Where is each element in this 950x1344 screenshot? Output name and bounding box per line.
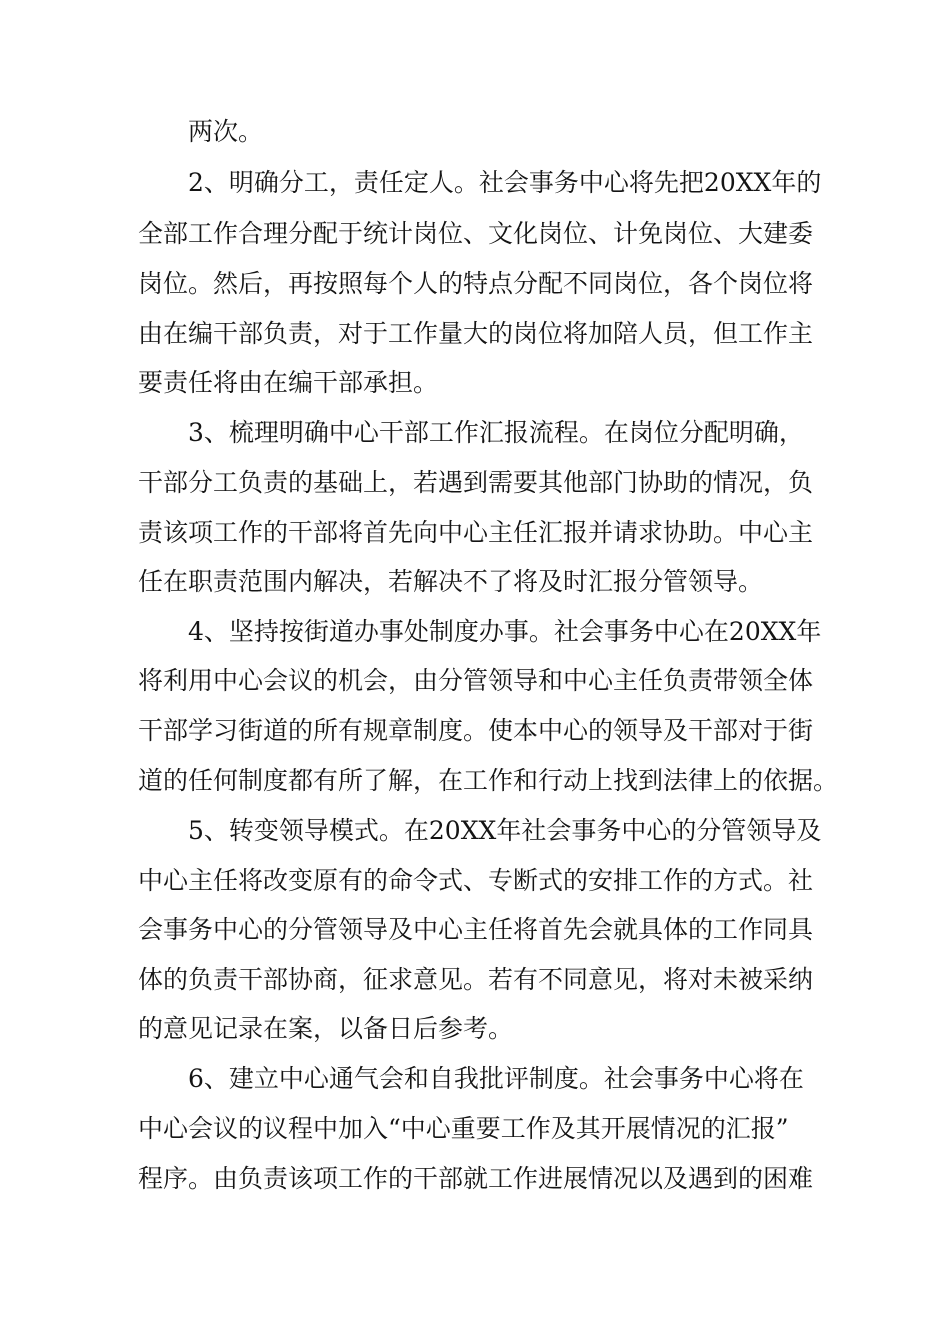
text-line: 将利用中心会议的机会，由分管领导和中心主任负责带领全体 (138, 666, 814, 695)
text-line: 4、坚持按街道办事处制度办事。社会事务中心在20XX年 (188, 617, 822, 646)
text-line: 3、梳理明确中心干部工作汇报流程。在岗位分配明确， (188, 418, 804, 447)
text-line: 中心会议的议程中加入“中心重要工作及其开展情况的汇报” (138, 1114, 789, 1143)
text-line: 要责任将由在编干部承担。 (138, 368, 439, 397)
text-line: 体的负责干部协商，征求意见。若有不同意见，将对未被采纳 (138, 965, 814, 994)
text-line: 任在职责范围内解决，若解决不了将及时汇报分管领导。 (138, 567, 764, 596)
text-line: 岗位。然后，再按照每个人的特点分配不同岗位，各个岗位将 (138, 269, 814, 298)
text-line: 全部工作合理分配于统计岗位、文化岗位、计免岗位、大建委 (138, 219, 814, 248)
text-line: 两次。 (188, 117, 264, 146)
text-line: 6、建立中心通气会和自我批评制度。社会事务中心将在 (188, 1064, 804, 1093)
text-line: 的意见记录在案，以备日后参考。 (138, 1014, 514, 1043)
text-line: 中心主任将改变原有的命令式、专断式的安排工作的方式。社 (138, 866, 814, 895)
text-line: 2、明确分工，责任定人。社会事务中心将先把20XX年的 (188, 168, 822, 197)
text-line: 干部分工负责的基础上，若遇到需要其他部门协助的情况，负 (138, 468, 814, 497)
text-line: 由在编干部负责，对于工作量大的岗位将加陪人员，但工作主 (138, 319, 814, 348)
text-line: 会事务中心的分管领导及中心主任将首先会就具体的工作同具 (138, 915, 814, 944)
text-line: 干部学习街道的所有规章制度。使本中心的领导及干部对于街 (138, 716, 814, 745)
text-line: 责该项工作的干部将首先向中心主任汇报并请求协助。中心主 (138, 518, 814, 547)
text-line: 道的任何制度都有所了解，在工作和行动上找到法律上的依据。 (138, 766, 839, 795)
text-line: 5、转变领导模式。在20XX年社会事务中心的分管领导及 (188, 816, 822, 845)
text-line: 程序。由负责该项工作的干部就工作进展情况以及遇到的困难 (138, 1164, 814, 1193)
